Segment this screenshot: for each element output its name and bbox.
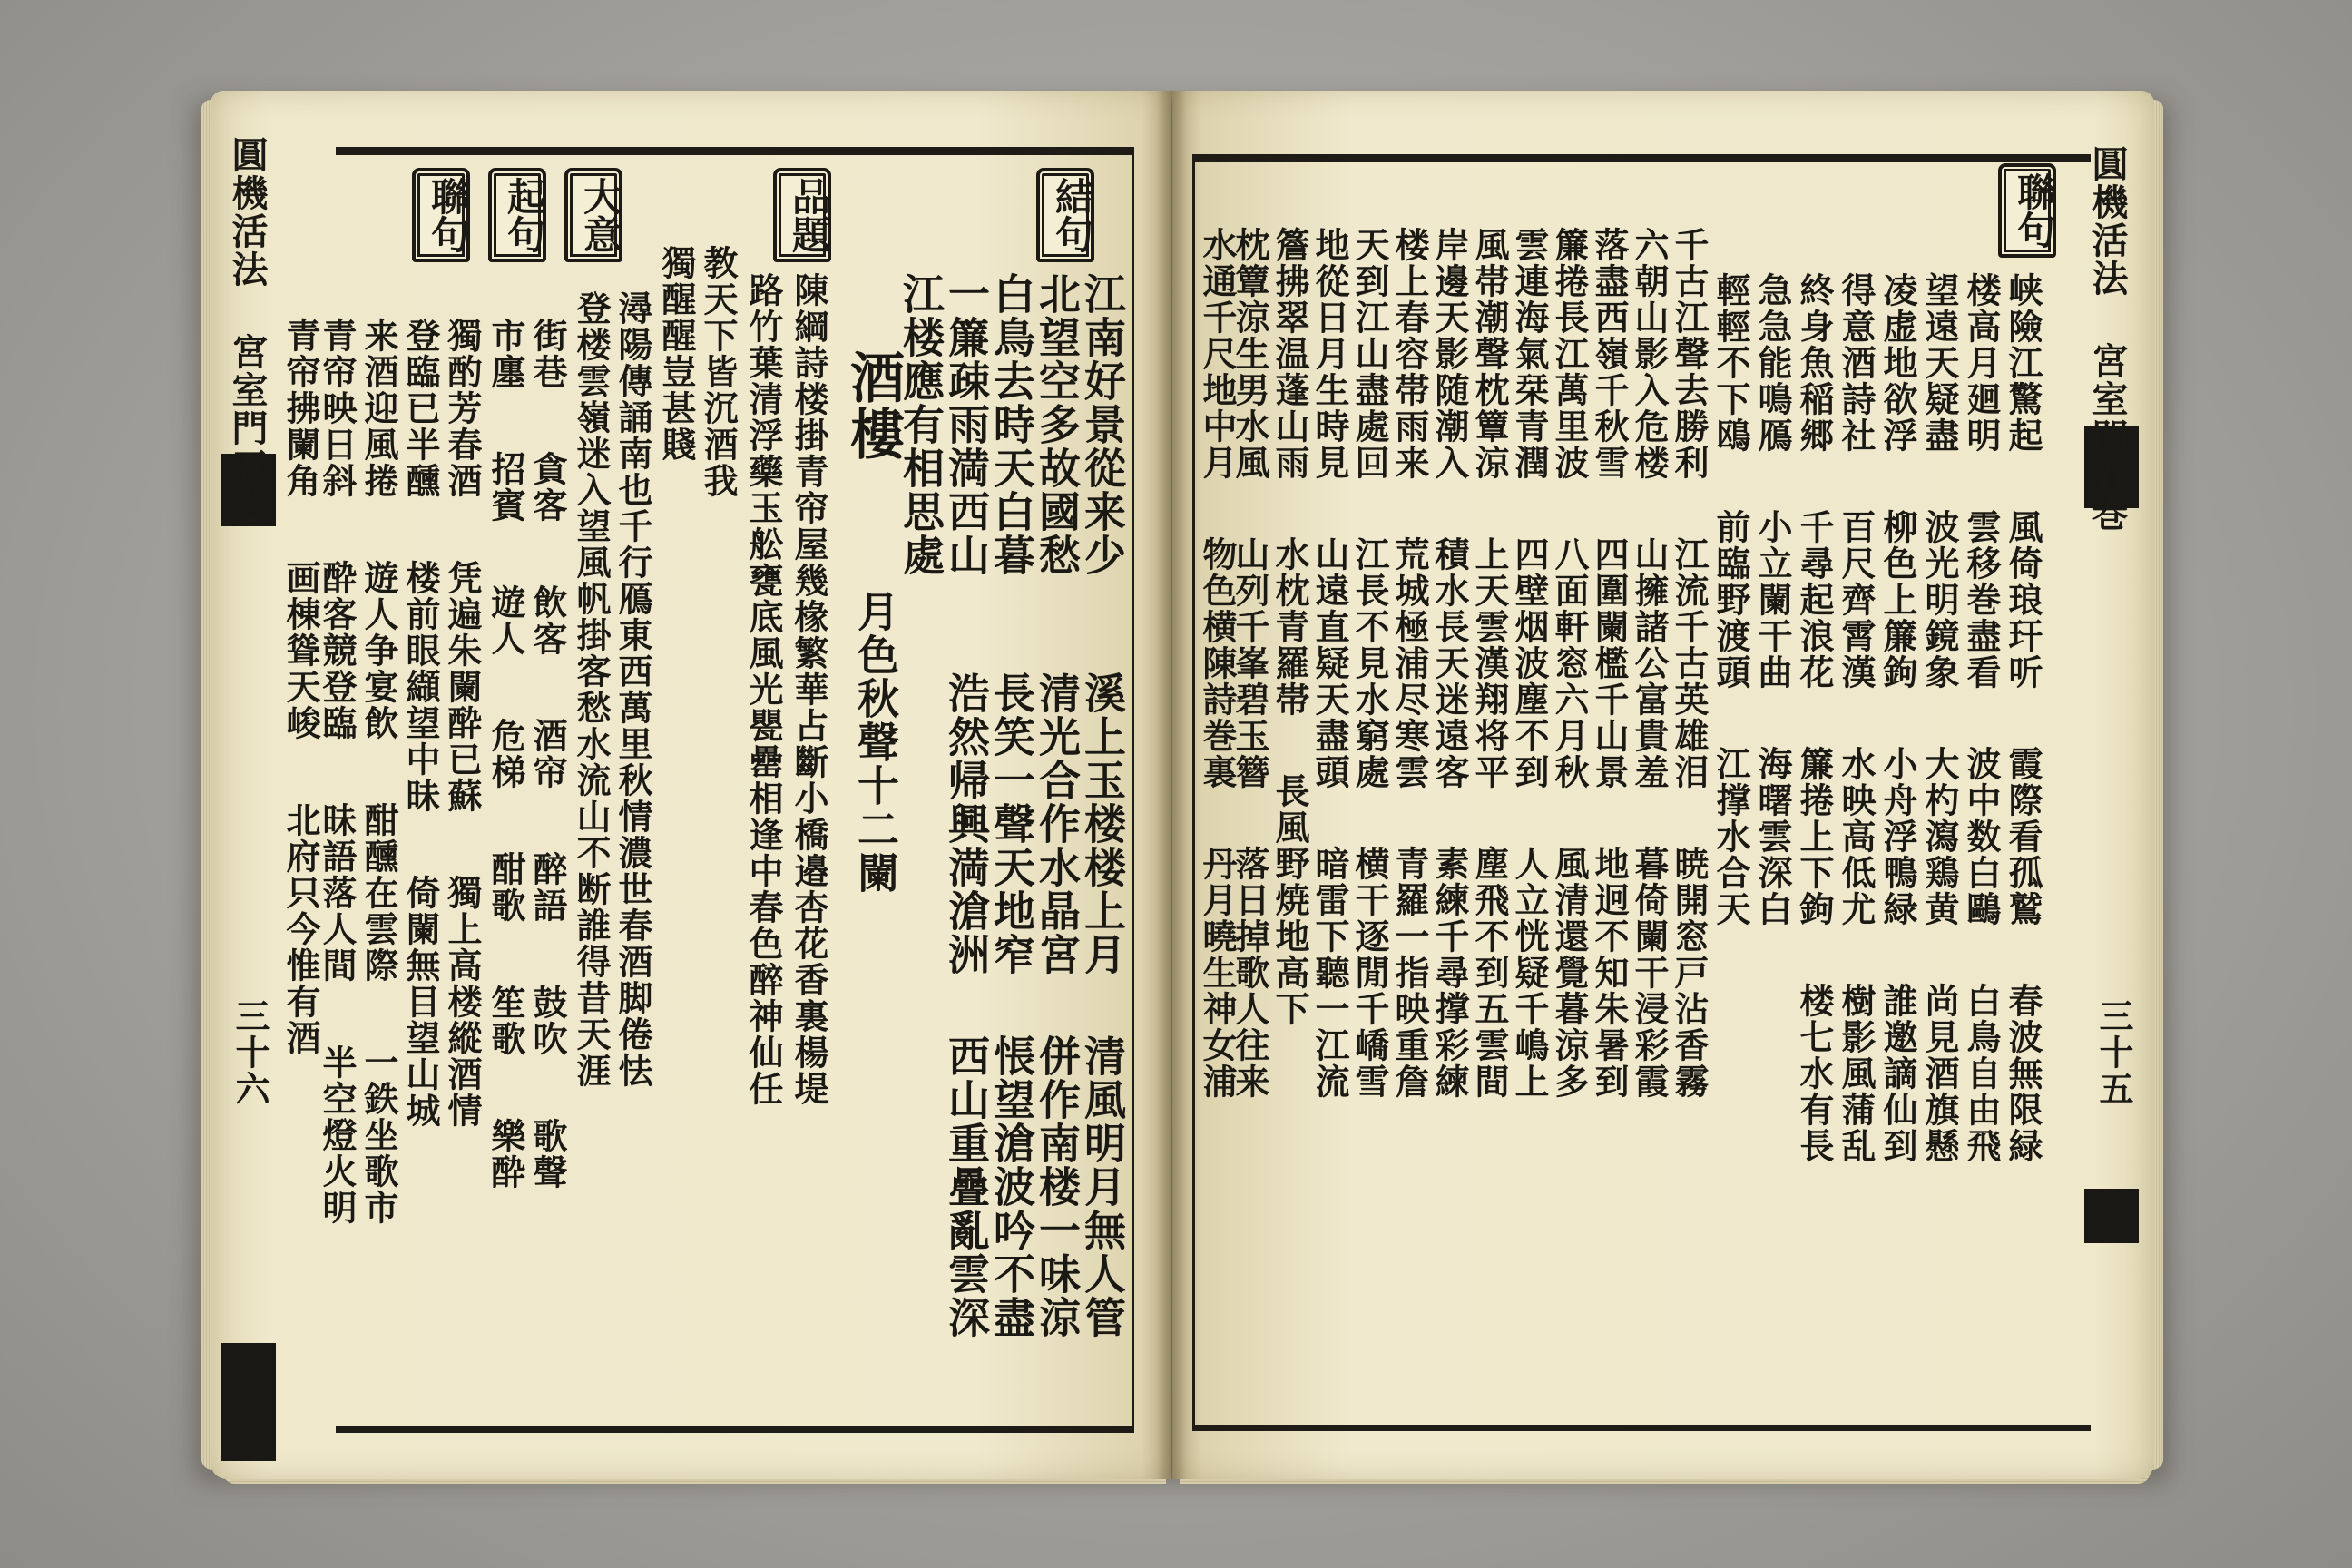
label-lianju: 聯句	[412, 168, 470, 262]
label-jieju: 結句	[1036, 168, 1094, 262]
right-line: 枕簟涼生男水風 山列千峯碧玉簪 落日掉歌人往来	[1230, 227, 1270, 1100]
right-line: 楼高月廻明 雲移巻盡看 波中数白鷗 白鳥自由飛	[1961, 272, 2002, 1164]
right-frame-bottom	[1192, 1425, 2091, 1431]
left-folio: 三十六	[230, 998, 270, 1107]
right-line: 風帯潮聲枕簟涼 上天雲漢翔将平 塵飛不到五雲間	[1469, 227, 1510, 1100]
jieju-lower-line: 清光合作水晶宮	[1033, 671, 1082, 976]
jieju-lower-line: 長笑一聲天地窄	[987, 671, 1036, 976]
jieju-line: 月色秋聲十二闌	[851, 590, 900, 895]
dayi-line: 市廛 招賓 遊人 危梯 酣歌 笙歌 樂酔	[485, 318, 526, 1191]
dayi-line: 登楼雲嶺迷入望風帆掛客愁水流山不断誰得昔天涯	[571, 290, 612, 1089]
right-line: 峡險江驚起 風倚琅玕听 霞際看孤鷲 春波無限緑	[2003, 272, 2043, 1164]
jieju-line: 江南好景從来少	[1078, 272, 1127, 577]
left-frame-right	[1132, 147, 1134, 1433]
right-line: 凌虚地欲浮 柳色上簾鉤 小舟浮鴨緑 誰邀謫仙到	[1877, 272, 1918, 1164]
qiju-line: 登臨已半醺 楼前眼纈望中昧 倚闌無目望山城	[400, 318, 441, 1129]
right-line: 六朝山影入危楼 山擁諸公富貴羞 暮倚闌干浸彩霞	[1629, 227, 1670, 1100]
right-line: 落盡西嶺千秋雪 四圍闌檻千山景 地迥不知朱暑到	[1589, 227, 1630, 1100]
label-lianju-right: 聯句	[1998, 163, 2056, 258]
right-line: 急急能鳴鴈 小立闌干曲 海曙雲深白	[1752, 272, 1793, 927]
book-gutter	[1156, 91, 1187, 1479]
dayi-line: 街巷 貪客 飲客 酒帘 醉語 鼓吹 歌聲	[527, 318, 568, 1191]
right-frame-top	[1192, 154, 2091, 162]
jieju-lower-line: 清風明月無人管	[1078, 1034, 1127, 1339]
right-line: 雲連海氣栞青潤 四壁烟波塵不到 人立恍疑千嶋上	[1509, 227, 1550, 1100]
qiju-line: 獨酌芳春酒 凭遍朱闌酔已蘇 獨上高楼縱酒情	[442, 318, 483, 1129]
pinti-line: 路竹葉清浮藥玉舩甕底風光甖罍相逢中春色醉神仙任	[743, 272, 784, 1107]
left-frame-top	[336, 147, 1134, 155]
right-line: 終身魚稲郷 千尋起浪花 簾捲上下鉤 楼七水有長	[1794, 272, 1835, 1164]
pinti-line: 獨醒醒豈甚賤	[656, 245, 697, 463]
right-line: 千古江聲去勝利 江流千古英雄泪 暁開窓戸沾香霧	[1669, 227, 1710, 1100]
right-line: 天到江山盡處回 江長不見水窮處 横干逐閒千嶠雪	[1349, 227, 1390, 1100]
right-line: 楼上春容帯雨来 荒城極浦尽寒雲 青羅一指映重詹	[1389, 227, 1430, 1100]
pinti-line: 陳綱詩楼掛青帘屋幾椽繁華占斷小橋邉杏花香裏楊堤	[789, 272, 829, 1107]
jieju-line: 北望空多故國愁	[1033, 272, 1082, 577]
right-page	[1172, 91, 2154, 1479]
right-line: 簾捲長江萬里波 八面軒窓六月秋 風清還覺暮涼多	[1549, 227, 1590, 1100]
jieju-line: 一簾疎雨満西山	[942, 272, 991, 577]
dayi-line: 潯陽傳誦南也千行鴈東西萬里秋情濃世春酒脚倦怯	[612, 290, 653, 1089]
left-frame-bottom	[336, 1426, 1134, 1433]
jieju-lower-line: 併作南楼一味涼	[1033, 1034, 1082, 1339]
jieju-lower-line: 悵望滄波吟不盡	[987, 1034, 1036, 1339]
label-pinti: 品題	[773, 168, 831, 262]
label-dayi: 大意	[564, 168, 622, 262]
right-frame-left	[1192, 154, 1195, 1431]
jieju-line: 白鳥去時天白暮	[987, 272, 1036, 577]
section-heading: 酒樓	[841, 349, 905, 462]
lianju-line: 青帘拂闌角 画棟聳天峻 北府只今惟有酒	[280, 318, 321, 1056]
qiju-line: 来酒迎風捲 遊人争宴飲 酣醺在雲際 一鉄坐歌市	[358, 318, 399, 1226]
right-line: 水通千尺地中月 物色横陳詩巻裏 丹月曉生神女浦	[1197, 227, 1238, 1100]
right-header: 圓機活法 宮室門五巻	[2086, 145, 2129, 533]
lianju-line: 青帘映日斜 酔客競登臨 昧語落人間 半空燈火明	[317, 318, 358, 1226]
left-page	[211, 91, 1171, 1479]
pinti-line: 教天下皆沉酒我	[698, 245, 739, 499]
right-line: 望遠天疑盡 波光明鏡象 大杓瀉鶏黄 尚見酒旗懸	[1919, 272, 1960, 1164]
right-line: 地從日月生時見 山遠直疑天盡頭 暗雷下聽一江流	[1309, 227, 1350, 1100]
right-line: 輕輕不下鴎 前臨野渡頭 江撑水合天	[1710, 272, 1751, 927]
right-line: 岸邊天影随潮入 積水長天迷遠客 素練千尋撑彩練	[1429, 227, 1470, 1100]
jieju-lower-line: 西山重疊亂雲深	[942, 1034, 991, 1339]
jieju-lower-line: 溪上玉楼楼上月	[1078, 671, 1127, 976]
left-header: 圓機活法 宮室門五巻	[226, 136, 269, 524]
jieju-lower-line: 浩然帰興満滄洲	[942, 671, 991, 976]
right-line: 得意酒詩社 百尺齊霄漢 水映高低尤 樹影風蒲乱	[1836, 272, 1877, 1164]
right-line: 簷拂翠温蓬山雨 水枕青羅帯 長風野焼地高下	[1269, 227, 1310, 1027]
right-folio: 三十五	[2093, 998, 2134, 1107]
jieju-line: 江楼應有相思處	[897, 272, 946, 577]
label-qiju: 起句	[488, 168, 546, 262]
